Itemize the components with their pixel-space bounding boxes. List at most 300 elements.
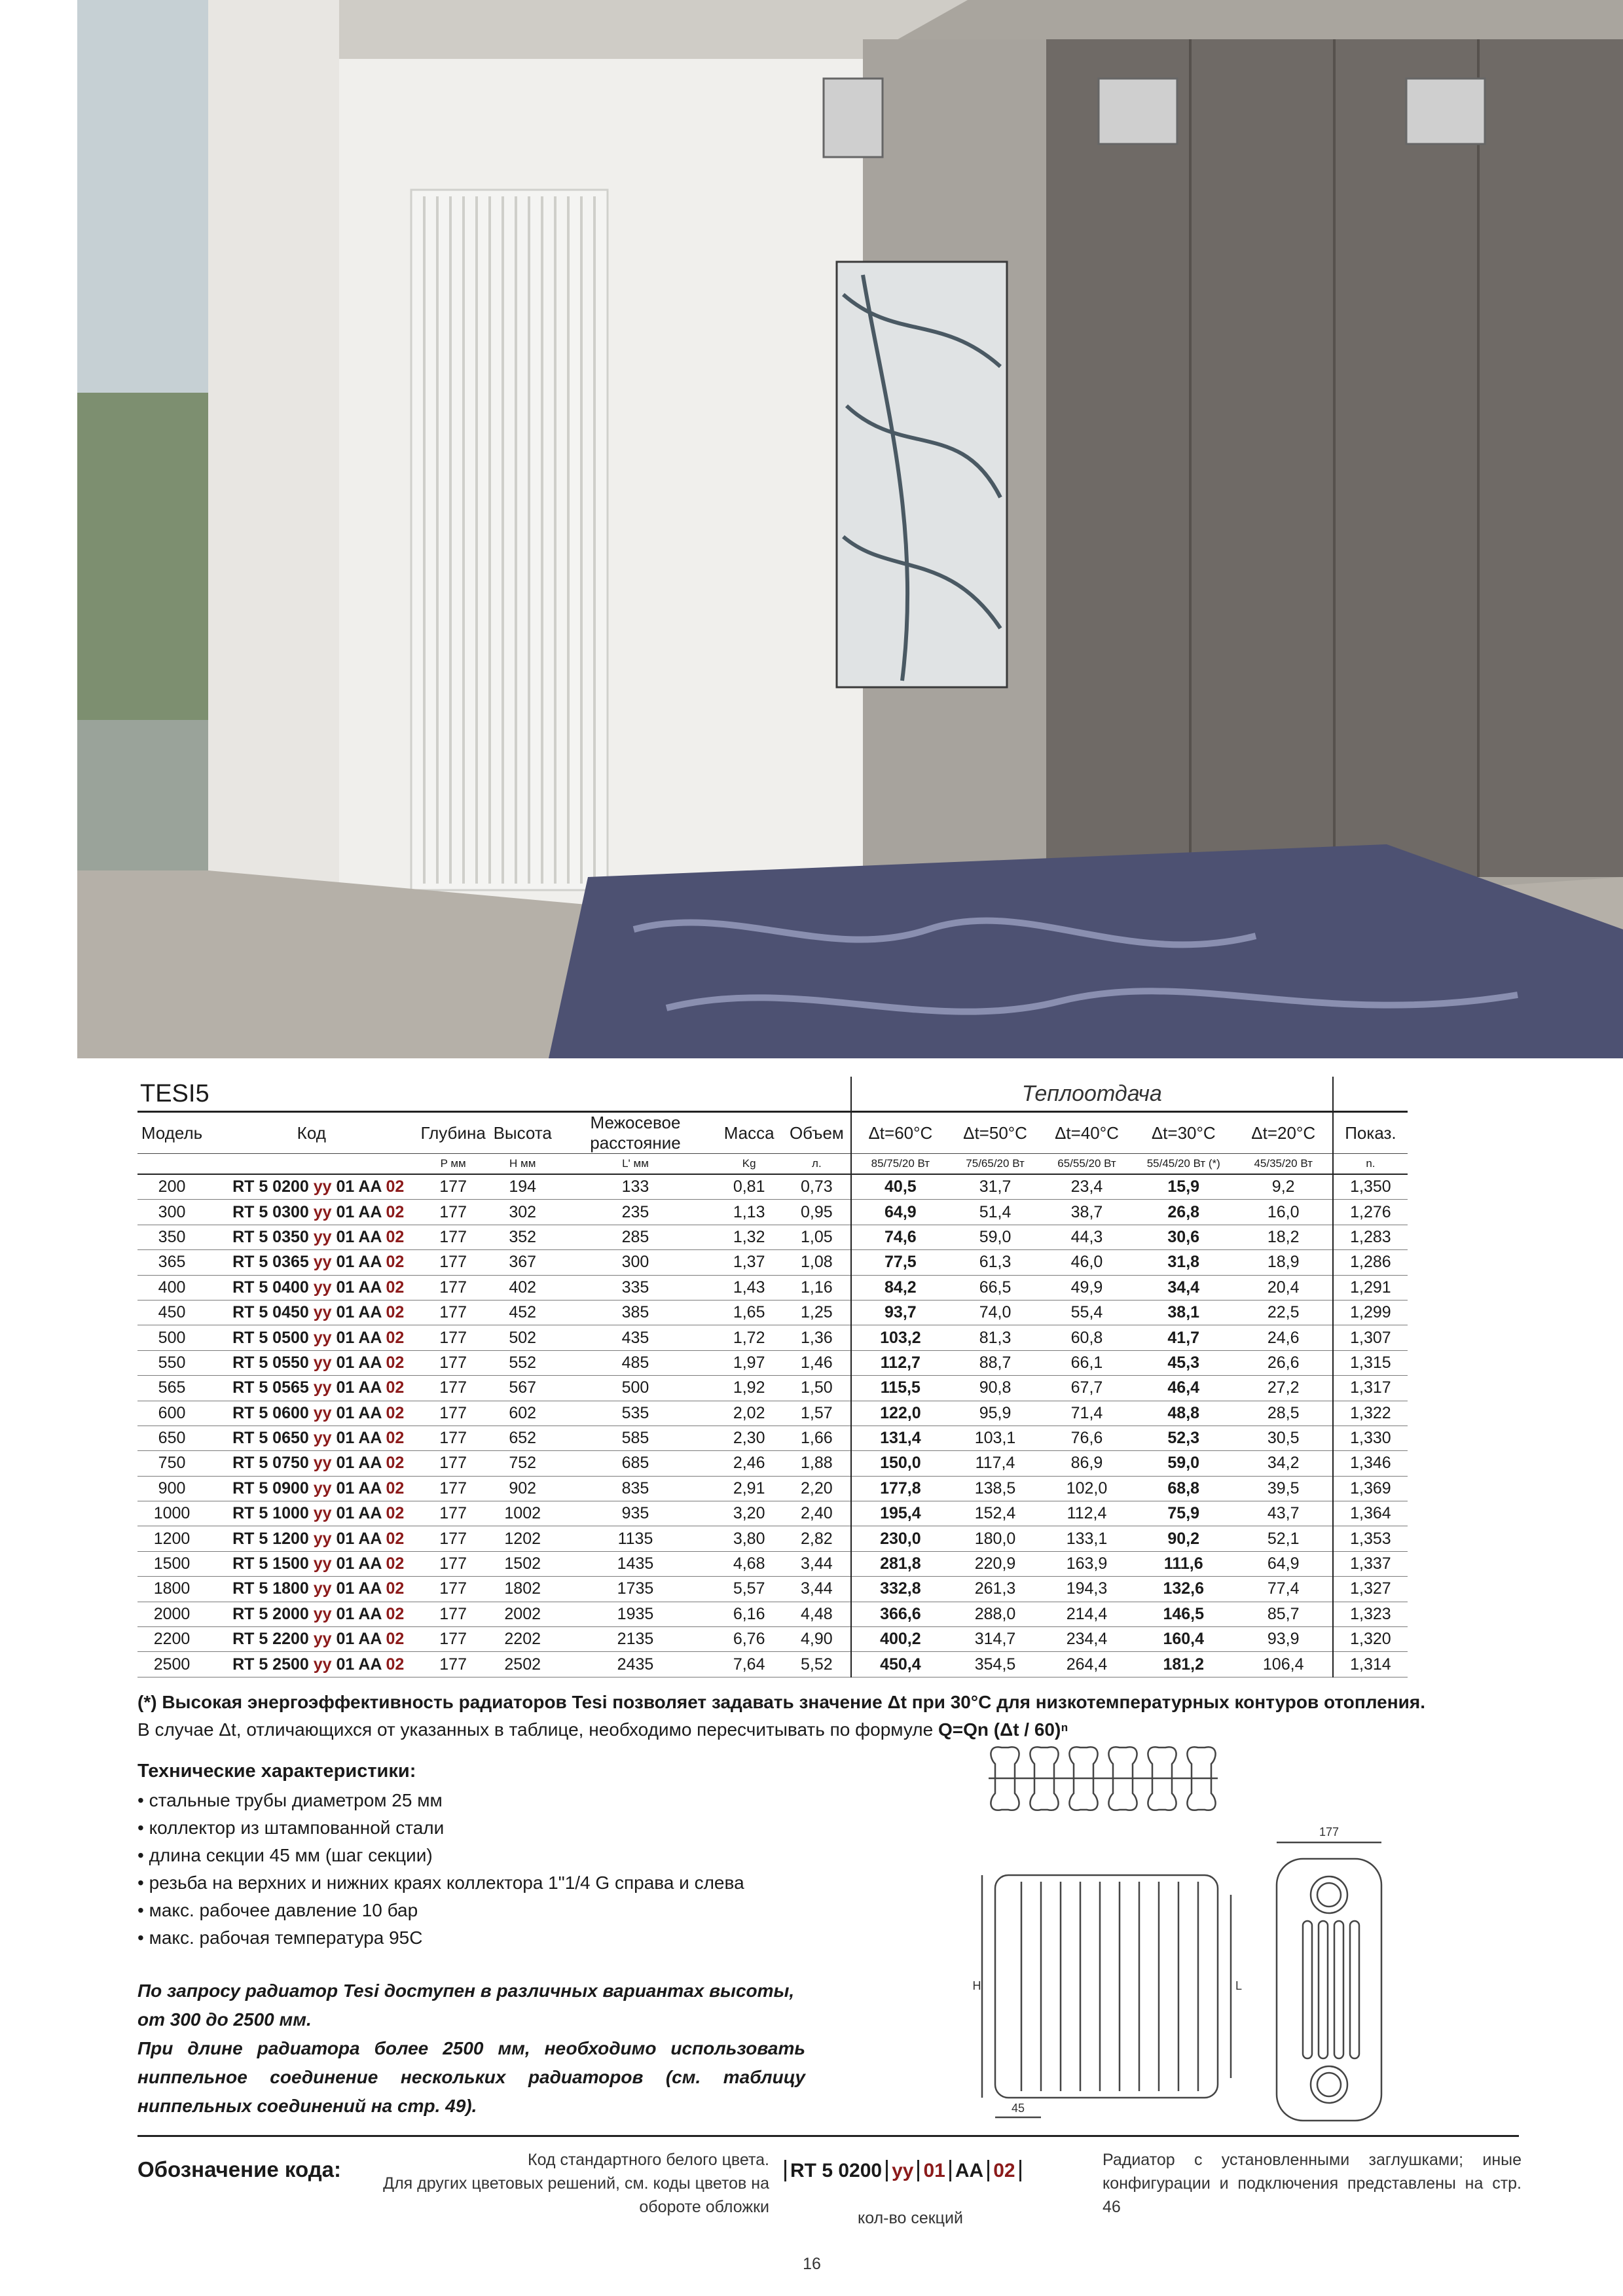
cell-axis: 285 [556,1225,716,1249]
cell-exp: 1,322 [1333,1401,1408,1426]
cell-volume: 1,05 [783,1225,851,1249]
axis-dimension-label: L [1235,1979,1243,1992]
cell-model: 2200 [137,1627,206,1652]
cell-axis: 535 [556,1401,716,1426]
cell-mass: 3,80 [715,1526,783,1551]
code-part-sections: 01 [917,2160,949,2181]
product-code [206,1350,416,1375]
column-header: Масса [715,1112,783,1154]
code-segment: 01 AA [331,1504,386,1523]
code-segment: 01 AA [331,1554,386,1573]
code-segment: 01 AA [331,1227,386,1246]
product-code [206,1401,416,1426]
cell-dt20: 85,7 [1235,1602,1333,1626]
cell-dt30: 30,6 [1133,1225,1235,1249]
cell-dt60: 366,6 [851,1602,949,1626]
cell-model: 1200 [137,1526,206,1551]
code-segment: yy [313,1454,332,1473]
code-segment: 01 AA [331,1429,386,1448]
cell-exp: 1,286 [1333,1250,1408,1275]
code-segment: 02 [386,1630,405,1649]
cell-dt50: 90,8 [949,1376,1041,1401]
cell-dt40: 49,9 [1041,1275,1133,1300]
cell-height: 502 [490,1325,556,1350]
room-photo [77,0,1623,1058]
cell-model: 600 [137,1401,206,1426]
cell-dt20: 30,5 [1235,1426,1333,1450]
code-segment: RT 5 0300 [232,1202,314,1221]
sections-label: кол-во секций [858,2209,963,2227]
cell-volume: 5,52 [783,1652,851,1677]
cell-mass: 1,32 [715,1225,783,1249]
code-part-color: yy [886,2160,917,2181]
cell-depth: 177 [417,1577,490,1602]
code-segment: yy [313,1328,332,1347]
height-dimension-label: H [972,1979,981,1992]
cell-axis: 2435 [556,1652,716,1677]
radiator-drawing-svg [969,1744,1401,2130]
code-segment: yy [313,1579,332,1598]
cell-dt40: 214,4 [1041,1602,1133,1626]
code-segment: yy [313,1604,332,1623]
column-unit: 75/65/20 Вт [949,1154,1041,1175]
code-segment: yy [313,1655,332,1674]
cell-exp: 1,283 [1333,1225,1408,1249]
cell-dt20: 77,4 [1235,1577,1333,1602]
cell-mass: 1,97 [715,1350,783,1375]
cell-axis: 835 [556,1476,716,1501]
cell-volume: 1,25 [783,1300,851,1325]
cell-dt60: 84,2 [851,1275,949,1300]
cell-dt40: 60,8 [1041,1325,1133,1350]
cell-axis: 335 [556,1275,716,1300]
cell-dt60: 281,8 [851,1551,949,1576]
cell-dt50: 31,7 [949,1174,1041,1200]
cell-dt40: 23,4 [1041,1174,1133,1200]
cell-exp: 1,364 [1333,1501,1408,1526]
column-header: Δt=20°C [1235,1112,1333,1154]
code-segment: yy [313,1353,332,1372]
column-unit: Kg [715,1154,783,1175]
table-row [137,1174,1408,1200]
table-row [137,1652,1408,1677]
cell-mass: 3,20 [715,1501,783,1526]
radiator-drawing [969,1744,1401,2130]
cell-dt20: 28,5 [1235,1401,1333,1426]
cell-model: 550 [137,1350,206,1375]
code-segment: RT 5 0350 [232,1227,314,1246]
product-code [206,1602,416,1626]
table-title-spacer [1333,1077,1408,1112]
cell-depth: 177 [417,1501,490,1526]
product-code [206,1225,416,1249]
cell-volume: 1,46 [783,1350,851,1375]
radiator-photo [411,190,608,890]
cell-volume: 1,57 [783,1401,851,1426]
code-segment: yy [313,1403,332,1422]
column-header: Высота [490,1112,556,1154]
cell-model: 900 [137,1476,206,1501]
cell-dt40: 163,9 [1041,1551,1133,1576]
cell-dt20: 106,4 [1235,1652,1333,1677]
code-segment: yy [313,1227,332,1246]
cell-exp: 1,350 [1333,1174,1408,1200]
cell-dt50: 51,4 [949,1200,1041,1225]
product-code [206,1501,416,1526]
table-row [137,1627,1408,1652]
code-segment: 02 [386,1655,405,1674]
cell-dt20: 27,2 [1235,1376,1333,1401]
code-segment: yy [313,1378,332,1397]
formula: Q=Qn (Δt / 60)ⁿ [938,1719,1068,1740]
room-photo-illustration [77,0,1623,1058]
availability-line-1: По запросу радиатор Tesi доступен в различных вариантах высоты, от 300 до 2500 мм. [137,1981,795,2030]
cell-mass: 1,37 [715,1250,783,1275]
column-header: Δt=50°C [949,1112,1041,1154]
code-segment: 02 [386,1303,405,1322]
code-segment: 01 AA [331,1353,386,1372]
code-segment: RT 5 0200 [232,1177,314,1196]
cell-height: 1002 [490,1501,556,1526]
cell-dt60: 122,0 [851,1401,949,1426]
code-segment: 01 AA [331,1328,386,1347]
cell-height: 1202 [490,1526,556,1551]
code-segment: 02 [386,1554,405,1573]
cell-depth: 177 [417,1200,490,1225]
cell-depth: 177 [417,1451,490,1476]
cell-height: 302 [490,1200,556,1225]
code-segment: RT 5 0565 [232,1378,314,1397]
code-segment: 01 AA [331,1454,386,1473]
cell-depth: 177 [417,1350,490,1375]
table-row [137,1426,1408,1450]
cell-dt20: 52,1 [1235,1526,1333,1551]
cell-axis: 2135 [556,1627,716,1652]
cell-dt20: 93,9 [1235,1627,1333,1652]
cell-depth: 177 [417,1250,490,1275]
code-segment: RT 5 2500 [232,1655,314,1674]
code-segment: yy [313,1253,332,1272]
cell-model: 300 [137,1200,206,1225]
cell-dt50: 95,9 [949,1401,1041,1426]
code-segment: 01 AA [331,1655,386,1674]
code-segment: 02 [386,1177,405,1196]
code-segment: 02 [386,1227,405,1246]
formula-text: В случае Δt, отличающихся от указанных в таблице, необходимо пересчитывать по формуле [137,1719,938,1740]
cell-volume: 4,48 [783,1602,851,1626]
code-segment: yy [313,1630,332,1649]
cell-dt40: 71,4 [1041,1401,1133,1426]
cell-mass: 4,68 [715,1551,783,1576]
cell-exp: 1,353 [1333,1526,1408,1551]
product-code [206,1174,416,1200]
code-segment: RT 5 0750 [232,1454,314,1473]
cell-dt50: 314,7 [949,1627,1041,1652]
cell-axis: 435 [556,1325,716,1350]
cell-dt30: 181,2 [1133,1652,1235,1677]
standard-white-line-3: обороте обложки [639,2198,769,2216]
table-row [137,1225,1408,1249]
cell-axis: 1935 [556,1602,716,1626]
code-legend-title: Обозначение кода: [137,2157,341,2181]
cell-mass: 1,92 [715,1376,783,1401]
product-code [206,1577,416,1602]
cell-exp: 1,317 [1333,1376,1408,1401]
code-segment: yy [313,1504,332,1523]
cell-dt40: 46,0 [1041,1250,1133,1275]
availability-line-2: При длине радиатора более 2500 мм, необходимо использовать ниппельное соединение нескольких радиаторов (см. таблицу ниппельных соединений на стр. 49). [137,2038,805,2116]
cell-depth: 177 [417,1401,490,1426]
cell-axis: 1735 [556,1577,716,1602]
cell-dt60: 103,2 [851,1325,949,1350]
code-segment: 01 AA [331,1303,386,1322]
cell-dt50: 152,4 [949,1501,1041,1526]
column-header: Код [206,1112,416,1154]
code-segment: yy [313,1429,332,1448]
cell-axis: 485 [556,1350,716,1375]
column-unit: 65/55/20 Вт [1041,1154,1133,1175]
cell-dt30: 90,2 [1133,1526,1235,1551]
cell-exp: 1,315 [1333,1350,1408,1375]
code-segment: 02 [386,1328,405,1347]
table-row [137,1401,1408,1426]
cell-depth: 177 [417,1325,490,1350]
product-code [206,1426,416,1450]
table-row [137,1275,1408,1300]
code-example [784,2160,1029,2182]
tech-item: • резьба на верхних и нижних краях коллектора 1"1/4 G справа и слева [137,1873,744,1893]
cell-dt30: 41,7 [1133,1325,1235,1350]
cell-mass: 2,91 [715,1476,783,1501]
cell-dt40: 76,6 [1041,1426,1133,1450]
column-unit: 45/35/20 Вт [1235,1154,1333,1175]
cell-dt30: 38,1 [1133,1300,1235,1325]
table-row [137,1325,1408,1350]
cell-dt20: 16,0 [1235,1200,1333,1225]
product-code [206,1376,416,1401]
depth-dimension-label: 177 [1319,1825,1340,1839]
cell-height: 1802 [490,1577,556,1602]
standard-white-note [373,2148,769,2219]
column-header: Объем [783,1112,851,1154]
cell-exp: 1,323 [1333,1602,1408,1626]
cell-dt60: 177,8 [851,1476,949,1501]
cell-dt40: 234,4 [1041,1627,1133,1652]
code-segment: yy [313,1177,332,1196]
cell-exp: 1,337 [1333,1551,1408,1576]
cell-dt40: 86,9 [1041,1451,1133,1476]
column-header: Глубина [417,1112,490,1154]
cell-height: 602 [490,1401,556,1426]
column-headers [137,1112,1408,1154]
page-number: 16 [803,2255,821,2273]
standard-white-line-2: Для других цветовых решений, см. коды цветов на [383,2174,769,2193]
cell-mass: 6,76 [715,1627,783,1652]
cell-axis: 385 [556,1300,716,1325]
cell-height: 2002 [490,1602,556,1626]
code-segment: RT 5 1800 [232,1579,314,1598]
product-code [206,1275,416,1300]
cell-dt40: 44,3 [1041,1225,1133,1249]
cell-mass: 7,64 [715,1652,783,1677]
column-header: Показ. [1333,1112,1408,1154]
cell-height: 452 [490,1300,556,1325]
column-unit: 55/45/20 Вт (*) [1133,1154,1235,1175]
cell-dt30: 31,8 [1133,1250,1235,1275]
column-unit: P мм [417,1154,490,1175]
cell-depth: 177 [417,1602,490,1626]
cell-dt50: 66,5 [949,1275,1041,1300]
cell-axis: 300 [556,1250,716,1275]
column-header: Модель [137,1112,206,1154]
column-unit: л. [783,1154,851,1175]
code-segment: RT 5 0450 [232,1303,314,1322]
cell-model: 1500 [137,1551,206,1576]
code-segment: 01 AA [331,1202,386,1221]
cell-dt30: 132,6 [1133,1577,1235,1602]
cell-height: 2502 [490,1652,556,1677]
cell-dt50: 59,0 [949,1225,1041,1249]
cell-height: 652 [490,1426,556,1450]
cell-model: 400 [137,1275,206,1300]
cell-depth: 177 [417,1652,490,1677]
column-header: Δt=30°C [1133,1112,1235,1154]
cell-dt20: 18,2 [1235,1225,1333,1249]
column-unit [206,1154,416,1175]
cell-height: 567 [490,1376,556,1401]
cell-dt50: 261,3 [949,1577,1041,1602]
column-header: Δt=40°C [1041,1112,1133,1154]
code-segment: 02 [386,1579,405,1598]
cell-exp: 1,307 [1333,1325,1408,1350]
cell-dt30: 46,4 [1133,1376,1235,1401]
code-segment: RT 5 1500 [232,1554,314,1573]
code-segment: RT 5 2200 [232,1630,314,1649]
code-segment: yy [313,1554,332,1573]
cell-exp: 1,314 [1333,1652,1408,1677]
column-header: Δt=60°C [851,1112,949,1154]
code-segment: 01 AA [331,1378,386,1397]
cell-axis: 1435 [556,1551,716,1576]
cell-dt60: 74,6 [851,1225,949,1249]
cell-exp: 1,299 [1333,1300,1408,1325]
cell-model: 450 [137,1300,206,1325]
code-segment: 01 AA [331,1253,386,1272]
code-segment: 01 AA [331,1278,386,1297]
cell-height: 752 [490,1451,556,1476]
cell-volume: 2,20 [783,1476,851,1501]
code-segment: yy [313,1278,332,1297]
cell-exp: 1,330 [1333,1426,1408,1450]
code-segment: 01 AA [331,1403,386,1422]
cell-dt20: 43,7 [1235,1501,1333,1526]
cell-axis: 585 [556,1426,716,1450]
cell-height: 552 [490,1350,556,1375]
column-units [137,1154,1408,1175]
product-code [206,1551,416,1576]
code-segment: 01 AA [331,1479,386,1498]
code-segment: RT 5 1000 [232,1504,314,1523]
cell-dt50: 220,9 [949,1551,1041,1576]
cell-dt50: 288,0 [949,1602,1041,1626]
product-code [206,1200,416,1225]
cell-dt60: 40,5 [851,1174,949,1200]
cell-depth: 177 [417,1526,490,1551]
cell-dt60: 64,9 [851,1200,949,1225]
cell-dt60: 150,0 [851,1451,949,1476]
code-part-base: RT 5 0200 [784,2160,886,2181]
cell-dt30: 75,9 [1133,1501,1235,1526]
cell-mass: 1,72 [715,1325,783,1350]
cell-dt60: 400,2 [851,1627,949,1652]
cell-mass: 6,16 [715,1602,783,1626]
cell-depth: 177 [417,1551,490,1576]
cell-volume: 1,36 [783,1325,851,1350]
cell-dt60: 77,5 [851,1250,949,1275]
spec-table-wrap [137,1077,1408,1677]
cell-depth: 177 [417,1174,490,1200]
code-segment: RT 5 1200 [232,1529,314,1548]
cell-dt30: 45,3 [1133,1350,1235,1375]
cell-model: 350 [137,1225,206,1249]
table-row [137,1200,1408,1225]
cell-mass: 1,13 [715,1200,783,1225]
cell-dt40: 67,7 [1041,1376,1133,1401]
cell-depth: 177 [417,1627,490,1652]
table-row [137,1451,1408,1476]
tech-item: • стальные трубы диаметром 25 мм [137,1790,443,1810]
cell-volume: 0,73 [783,1174,851,1200]
cell-dt40: 66,1 [1041,1350,1133,1375]
cell-dt60: 93,7 [851,1300,949,1325]
cell-volume: 1,08 [783,1250,851,1275]
product-code [206,1476,416,1501]
code-segment: 02 [386,1604,405,1623]
tech-title: Технические характеристики: [137,1761,416,1782]
cell-height: 1502 [490,1551,556,1576]
cell-dt50: 180,0 [949,1526,1041,1551]
cell-axis: 235 [556,1200,716,1225]
code-segment: 02 [386,1378,405,1397]
cell-model: 650 [137,1426,206,1450]
cell-model: 1800 [137,1577,206,1602]
cell-depth: 177 [417,1300,490,1325]
code-segment: 02 [386,1403,405,1422]
cell-height: 402 [490,1275,556,1300]
cell-volume: 1,66 [783,1426,851,1450]
cell-axis: 500 [556,1376,716,1401]
code-segment: 01 AA [331,1177,386,1196]
cell-dt20: 39,5 [1235,1476,1333,1501]
spec-table [137,1077,1408,1677]
cell-dt30: 146,5 [1133,1602,1235,1626]
cell-depth: 177 [417,1225,490,1249]
footer-divider [137,2135,1519,2137]
cell-dt50: 61,3 [949,1250,1041,1275]
cell-volume: 1,50 [783,1376,851,1401]
cell-dt60: 112,7 [851,1350,949,1375]
code-part-plugs: 02 [987,2160,1019,2181]
cell-mass: 1,65 [715,1300,783,1325]
cell-dt50: 103,1 [949,1426,1041,1450]
cell-height: 2202 [490,1627,556,1652]
table-row [137,1501,1408,1526]
code-segment: 02 [386,1454,405,1473]
cell-dt60: 332,8 [851,1577,949,1602]
cell-exp: 1,346 [1333,1451,1408,1476]
code-segment: RT 5 0900 [232,1479,314,1498]
code-segment: 01 AA [331,1579,386,1598]
